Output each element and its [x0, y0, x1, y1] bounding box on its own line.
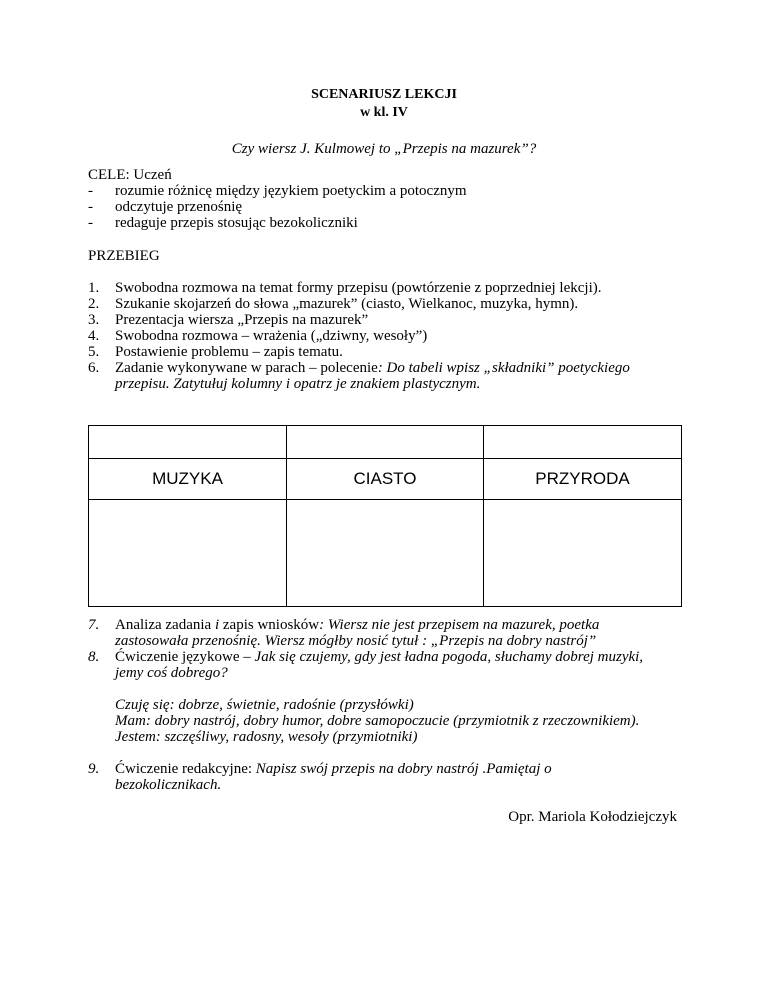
column-header-przyroda: PRZYRODA: [484, 459, 682, 500]
step-text-italic-i: i: [214, 617, 220, 633]
step-text: Swobodna rozmowa – wrażenia („dziwny, wesoły”): [115, 328, 428, 344]
goal-text: odczytuje przenośnię: [115, 199, 243, 215]
document-title: SCENARIUSZ LEKCJI: [311, 87, 457, 102]
table-cell: [484, 500, 682, 607]
step-conclusion-cont: zastosowała przenośnię. Wiersz mógłby nosić tytuł : „Przepis na dobry nastrój”: [115, 633, 597, 649]
table-row: [89, 426, 682, 459]
answer-line: Czuję się: dobrze, świetnie, radośnie (przysłówki): [115, 697, 414, 713]
step-number: 1.: [88, 280, 100, 296]
step-text: Postawienie problemu – zapis tematu.: [115, 344, 343, 360]
goal-text: redaguje przepis stosując bezokoliczniki: [115, 215, 358, 231]
step-number: 3.: [88, 312, 100, 328]
step-text: Prezentacja wiersza „Przepis na mazurek”: [115, 312, 369, 328]
step-text-plain: Zadanie wykonywane w parach – polecenie: [115, 360, 378, 376]
table-cell: [89, 426, 287, 459]
step-text: Swobodna rozmowa na temat formy przepisu (powtórzenie z poprzedniej lekcji).: [115, 280, 602, 296]
goal-item: [0, 214, 768, 232]
goals-heading: CELE: Uczeń: [88, 167, 172, 183]
step-number: 2.: [88, 296, 100, 312]
step-task-cont: bezokolicznikach.: [115, 777, 222, 793]
step-instruction-cont: przepisu. Zatytułuj kolumny i opatrz je znakiem plastycznym.: [115, 376, 481, 392]
step-text-plain: Ćwiczenie redakcyjne:: [115, 761, 256, 777]
step-question: – Jak się czujemy, gdy jest ładna pogoda, słuchamy dobrej muzyki,: [239, 649, 644, 665]
column-header-ciasto: CIASTO: [287, 459, 484, 500]
ingredients-table: [88, 425, 682, 607]
step-task: Napisz swój przepis na dobry nastrój .Pamiętaj o: [255, 761, 552, 777]
class-label: w kl. IV: [360, 105, 408, 120]
table-cell: [484, 426, 682, 459]
step-text-plain: Analiza zadania: [115, 617, 215, 633]
step-text-plain-2: zapis wniosków: [219, 617, 320, 633]
lesson-topic: Czy wiersz J. Kulmowej to „Przepis na mazurek”?: [231, 141, 537, 157]
course-heading: PRZEBIEG: [88, 248, 160, 264]
table-cell: [287, 500, 484, 607]
step-number: 9.: [88, 761, 100, 777]
table-row: [89, 500, 682, 607]
step-number: 6.: [88, 360, 100, 376]
column-header-muzyka: MUZYKA: [89, 459, 287, 500]
step-text-plain: Ćwiczenie językowe: [115, 649, 240, 665]
step-question-cont: jemy coś dobrego?: [115, 665, 228, 681]
goal-bullet: -: [88, 215, 93, 231]
step-number: 8.: [88, 649, 100, 665]
step-number: 7.: [88, 617, 100, 633]
answer-line: Jestem: szczęśliwy, radosny, wesoły (przymiotniki): [115, 729, 418, 745]
author-signature: Opr. Mariola Kołodziejczyk: [508, 809, 677, 825]
goal-text: rozumie różnicę między językiem poetyckim a potocznym: [115, 183, 467, 199]
table-cell: [287, 426, 484, 459]
step-number: 5.: [88, 344, 100, 360]
table-header-row: [89, 459, 682, 500]
step-instruction: : Do tabeli wpisz „składniki” poetyckiego: [377, 360, 630, 376]
table-cell: [89, 500, 287, 607]
step-conclusion: : Wiersz nie jest przepisem na mazurek, poetka: [319, 617, 600, 633]
goal-bullet: -: [88, 199, 93, 215]
answer-line: Mam: dobry nastrój, dobry humor, dobre samopoczucie (przymiotnik z rzeczownikiem).: [115, 713, 640, 729]
goal-bullet: -: [88, 183, 93, 199]
step-number: 4.: [88, 328, 100, 344]
step-text: Szukanie skojarzeń do słowa „mazurek” (ciasto, Wielkanoc, muzyka, hymn).: [115, 296, 579, 312]
